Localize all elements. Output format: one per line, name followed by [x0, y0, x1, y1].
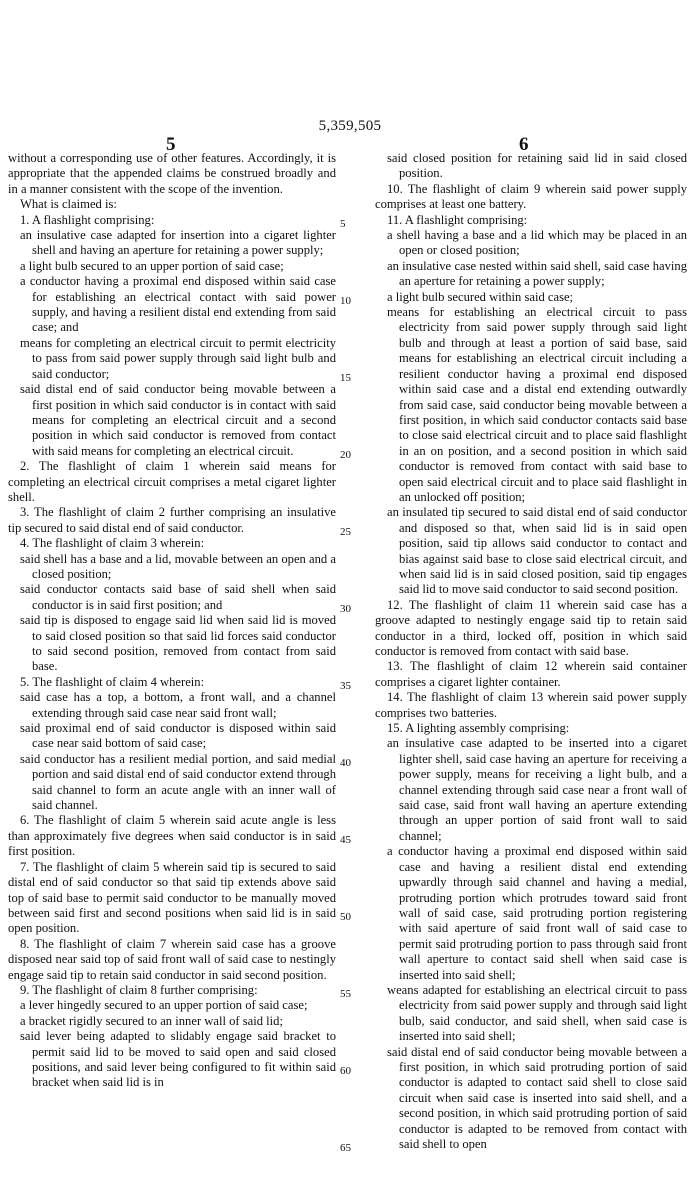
- claim-paragraph: 2. The flashlight of claim 1 wherein said means for completing an electrical circuit comprises a metal cigaret lighter shell.: [8, 459, 336, 504]
- claim-paragraph: 9. The flashlight of claim 8 further comprising:: [20, 982, 258, 997]
- claim-paragraph: What is claimed is:: [20, 197, 117, 212]
- claim-paragraph: 3. The flashlight of claim 2 further comprising an insulative tip secured to said distal end of said conductor.: [8, 505, 336, 535]
- claim-paragraph: 7. The flashlight of claim 5 wherein said tip is secured to said distal end of said conductor so that said tip extends above said top of said base to permit said conductor to be manually moved between said first and second positions when said lid is in said open position.: [8, 859, 336, 936]
- claim-paragraph: a light bulb secured within said case;: [387, 289, 574, 304]
- margin-line-number: 30: [340, 603, 351, 615]
- left-column-number: 5: [166, 134, 176, 155]
- claim-paragraph: a shell having a base and a lid which may be placed in an open or closed position;: [387, 228, 687, 258]
- claim-paragraph: without a corresponding use of other features. Accordingly, it is appropriate that the appended claims be construed broadly and in a manner consistent with the scope of the invention.: [8, 151, 336, 196]
- claim-paragraph: 4. The flashlight of claim 3 wherein:: [20, 536, 205, 551]
- margin-line-number: 65: [340, 1142, 351, 1154]
- claim-paragraph: said case has a top, a bottom, a front wall, and a channel extending through said case near said front wall;: [20, 690, 336, 720]
- margin-line-number: 15: [340, 372, 351, 384]
- claim-paragraph: a bracket rigidly secured to an inner wall of said lid;: [20, 1013, 283, 1028]
- claim-paragraph: means for establishing an electrical circuit to pass electricity from said power supply through said light bulb and through at least a portion of said base, said means for establishing an electrical circuit including a resilient conductor having a proximal end disposed within said case and a distal end extending outwardly from said case, said conductor being movable between a first position, in which said conductor contacts said base to close said electrical circuit and to place said flashlight in an on position, and a second position in which said conductor is removed from contact with said base to open said electrical circuit and to place said flashlight in an unlocked off position;: [387, 305, 687, 504]
- margin-line-number: 25: [340, 526, 351, 538]
- margin-line-number: 55: [340, 988, 351, 1000]
- claim-paragraph: said conductor has a resilient medial portion, and said medial portion and said distal end of said conductor extend through said channel to form an acute angle with an inner wall of said channel.: [20, 751, 336, 813]
- claim-paragraph: means for completing an electrical circuit to permit electricity to pass from said power supply through said light bulb and said conductor;: [20, 335, 336, 381]
- claim-paragraph: an insulative case nested within said shell, said case having an aperture for retaining a power supply;: [387, 258, 687, 289]
- claim-paragraph: 5. The flashlight of claim 4 wherein:: [20, 674, 205, 689]
- margin-line-number: 20: [340, 449, 351, 461]
- margin-line-number: 40: [340, 757, 351, 769]
- claim-paragraph: 12. The flashlight of claim 11 wherein said case has a groove adapted to nestingly engage said tip to retain said conductor in a third, locked off, position in which said conductor is removed from contact with said base.: [375, 597, 687, 658]
- claim-paragraph: 11. A flashlight comprising:: [387, 212, 528, 227]
- claim-paragraph: 14. The flashlight of claim 13 wherein said power supply comprises two batteries.: [375, 690, 687, 720]
- claim-paragraph: 6. The flashlight of claim 5 wherein said acute angle is less than approximately five degrees when said conductor is in said first position.: [8, 813, 336, 859]
- margin-line-number: 5: [340, 218, 346, 230]
- claim-paragraph: said distal end of said conductor being movable between a first position in which said conductor is in contact with said means for completing an electrical circuit and a second position in which said conductor is removed from contact with said means for completing an electrical circuit.: [20, 382, 336, 458]
- claim-paragraph: 8. The flashlight of claim 7 wherein said case has a groove disposed near said top of said front wall of said case to nestingly engage said tip to retain said conductor in said second position.: [8, 936, 336, 982]
- left-text-column: [8, 151, 336, 1091]
- margin-line-number: 45: [340, 834, 351, 846]
- claim-paragraph: said tip is disposed to engage said lid when said lid is moved to said closed position so that said lid forces said conductor to said second position, removed from contact from said base.: [20, 613, 336, 674]
- claim-paragraph: weans adapted for establishing an electrical circuit to pass electricity from said power supply and through said light bulb, said conductor, and said shell, when said case is inserted into said shell;: [387, 982, 687, 1044]
- claim-paragraph: said shell has a base and a lid, movable between an open and a closed position;: [20, 551, 336, 581]
- claim-paragraph: 10. The flashlight of claim 9 wherein said power supply comprises at least one battery.: [375, 181, 687, 212]
- claim-paragraph: a conductor having a proximal end disposed within said case and having a resilient distal end extending upwardly through said channel and having a medial, protruding portion which protrudes toward said front wall of said case, said protruding portion registering with said aperture of said front wall of said case to permit said protruding portion to pass through said front wall aperture to contact said shell when said case is inserted into said shell;: [387, 844, 687, 982]
- claim-paragraph: an insulative case adapted for insertion into a cigaret lighter shell and having an aperture for retaining a power supply;: [20, 228, 336, 258]
- claim-paragraph: said conductor contacts said base of said shell when said conductor is in said first position; and: [20, 582, 336, 612]
- claim-paragraph: 1. A flashlight comprising:: [20, 212, 155, 227]
- right-column-number: 6: [519, 134, 529, 155]
- claim-paragraph: an insulated tip secured to said distal end of said conductor and disposed so that, when said lid is in said open position, said tip allows said conductor to contact and bias against said base to close said electrical circuit, and when said lid is in said closed position, said tip engages said lid to move said conductor to said second position.: [387, 505, 687, 597]
- claim-paragraph: said proximal end of said conductor is disposed within said case near said bottom of said case;: [20, 721, 336, 751]
- margin-line-number: 10: [340, 295, 351, 307]
- claim-paragraph: said closed position for retaining said lid in said closed position.: [387, 151, 687, 181]
- right-text-column: [375, 151, 687, 1152]
- claim-paragraph: 13. The flashlight of claim 12 wherein said container comprises a cigaret lighter container.: [375, 659, 687, 689]
- margin-line-number: 60: [340, 1065, 351, 1077]
- claim-paragraph: a lever hingedly secured to an upper portion of said case;: [20, 998, 308, 1013]
- claim-paragraph: an insulative case adapted to be inserted into a cigaret lighter shell, said case having an aperture for receiving a power supply, means for receiving a light bulb, and a channel extending through said case near a front wall of said case, said front wall having an aperture extending through an upper portion of said front wall to said channel;: [387, 736, 687, 843]
- claim-paragraph: a conductor having a proximal end disposed within said case for establishing an electrical contact with said power supply, and having a resilient distal end extending from said case; and: [20, 274, 336, 335]
- claim-paragraph: said distal end of said conductor being movable between a first position, in which said protruding portion of said conductor is adapted to contact said shell to close said circuit when said case is inserted into said shell, and a second position, in which said protruding portion of said conductor is adapted to be removed from contact with said shell to open: [387, 1044, 687, 1151]
- claim-paragraph: said lever being adapted to slidably engage said bracket to permit said lid to be moved to said open and said closed positions, and said lever being configured to fit within said bracket when said lid is in: [20, 1029, 336, 1090]
- claim-paragraph: 15. A lighting assembly comprising:: [387, 721, 570, 736]
- claim-paragraph: a light bulb secured to an upper portion of said case;: [20, 258, 284, 273]
- margin-line-number: 35: [340, 680, 351, 692]
- margin-line-number: 50: [340, 911, 351, 923]
- patent-number: 5,359,505: [318, 118, 382, 134]
